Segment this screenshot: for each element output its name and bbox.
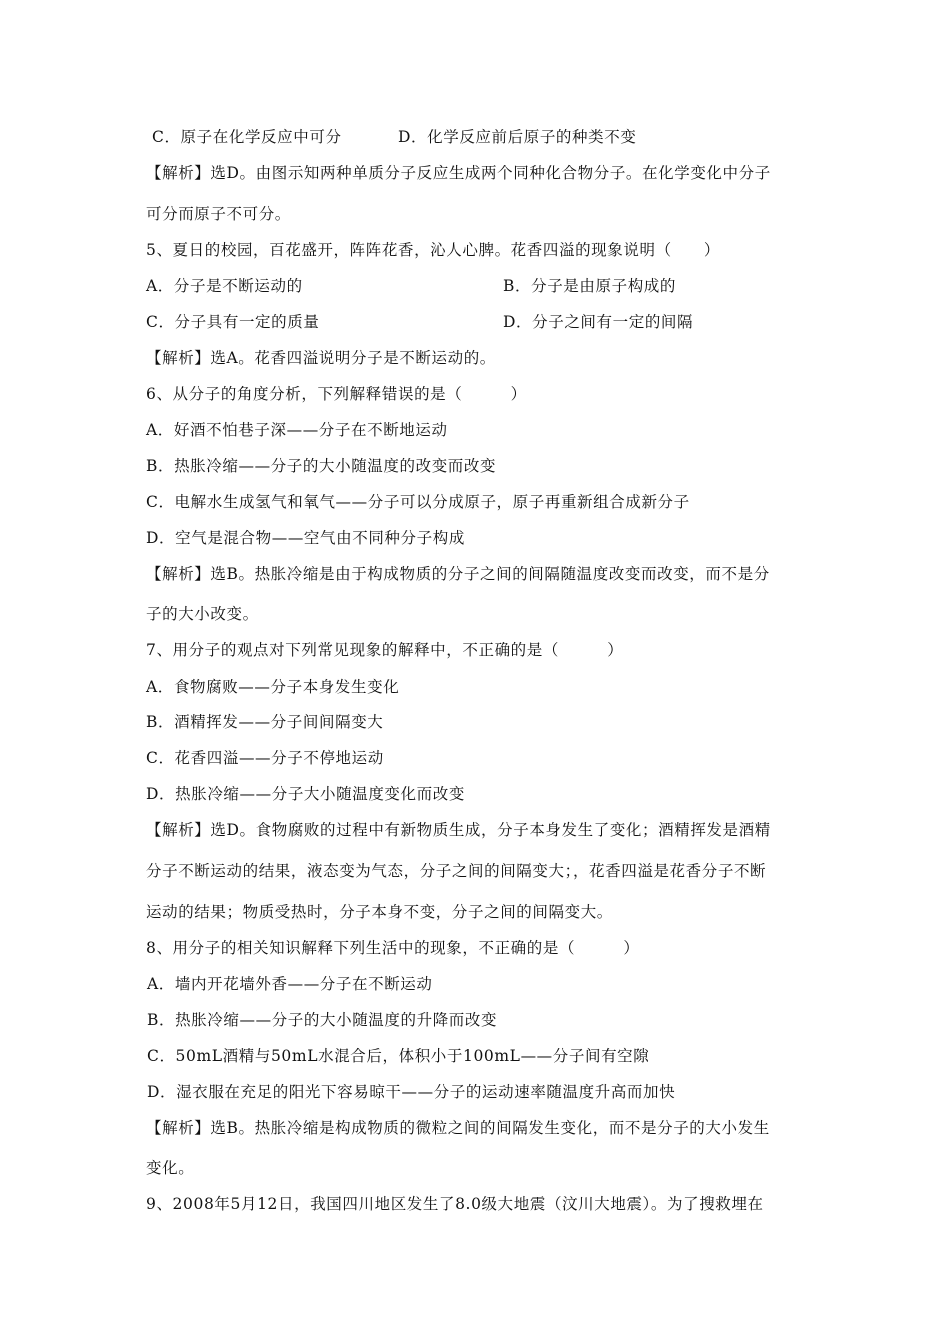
- q6-stem: 6、从分子的角度分析，下列解释错误的是（ ）: [146, 385, 527, 403]
- q8-option-d: D．湿衣服在充足的阳光下容易晾干——分子的运动速率随温度升高而加快: [147, 1083, 676, 1101]
- q7-option-b: B．酒精挥发——分子间间隔变大: [146, 713, 384, 731]
- q7-stem: 7、用分子的观点对下列常见现象的解释中，不正确的是（ ）: [146, 641, 624, 659]
- q4-analysis: 【解析】选D。由图示知两种单质分子反应生成两个同种化合物分子。在化学变化中分子: [146, 164, 771, 182]
- q4-option-d: D．化学反应前后原子的种类不变: [398, 128, 637, 146]
- q8-option-b: B．热胀冷缩——分子的大小随温度的升降而改变: [147, 1011, 498, 1029]
- q8-analysis-cont: 变化。: [146, 1159, 195, 1177]
- q5-option-a: A．分子是不断运动的: [146, 277, 303, 295]
- q5-option-b: B．分子是由原子构成的: [503, 277, 676, 295]
- q7-option-d: D．热胀冷缩——分子大小随温度变化而改变: [146, 785, 465, 803]
- q4-analysis-cont: 可分而原子不可分。: [146, 205, 291, 223]
- q9-stem: 9、2008年5月12日，我国四川地区发生了8.0级大地震（汶川大地震）。为了搜救埋在: [146, 1195, 764, 1213]
- q5-option-c: C．分子具有一定的质量: [146, 313, 320, 331]
- q7-analysis-cont1: 分子不断运动的结果，液态变为气态，分子之间的间隔变大；，花香四溢是花香分子不断: [146, 862, 767, 880]
- q6-analysis-cont: 子的大小改变。: [146, 605, 259, 623]
- q5-stem: 5、夏日的校园，百花盛开，阵阵花香，沁人心脾。花香四溢的现象说明（ ）: [146, 241, 720, 259]
- q7-option-a: A．食物腐败——分子本身发生变化: [146, 678, 400, 696]
- q7-analysis-cont2: 运动的结果；物质受热时，分子本身不变，分子之间的间隔变大。: [146, 903, 613, 921]
- q6-analysis: 【解析】选B。热胀冷缩是由于构成物质的分子之间的间隔随温度改变而改变，而不是分: [146, 565, 770, 583]
- q8-option-a: A．墙内开花墙外香——分子在不断运动: [147, 975, 433, 993]
- q6-option-b: B．热胀冷缩——分子的大小随温度的改变而改变: [146, 457, 497, 475]
- q5-option-d: D．分子之间有一定的间隔: [503, 313, 694, 331]
- q8-stem: 8、用分子的相关知识解释下列生活中的现象，不正确的是（ ）: [146, 939, 640, 957]
- q6-option-c: C．电解水生成氢气和氧气——分子可以分成原子，原子再重新组合成新分子: [146, 493, 690, 511]
- q7-option-c: C．花香四溢——分子不停地运动: [146, 749, 384, 767]
- q8-analysis: 【解析】选B。热胀冷缩是构成物质的微粒之间的间隔发生变化，而不是分子的大小发生: [146, 1119, 770, 1137]
- q8-option-c: C．50mL酒精与50mL水混合后，体积小于100mL——分子间有空隙: [147, 1047, 650, 1065]
- q6-option-d: D．空气是混合物——空气由不同种分子构成: [146, 529, 465, 547]
- q6-option-a: A．好酒不怕巷子深——分子在不断地运动: [146, 421, 448, 439]
- q7-analysis: 【解析】选D。食物腐败的过程中有新物质生成，分子本身发生了变化；酒精挥发是酒精: [146, 821, 771, 839]
- q5-analysis: 【解析】选A。花香四溢说明分子是不断运动的。: [146, 349, 496, 367]
- q4-option-c: C．原子在化学反应中可分: [152, 128, 342, 146]
